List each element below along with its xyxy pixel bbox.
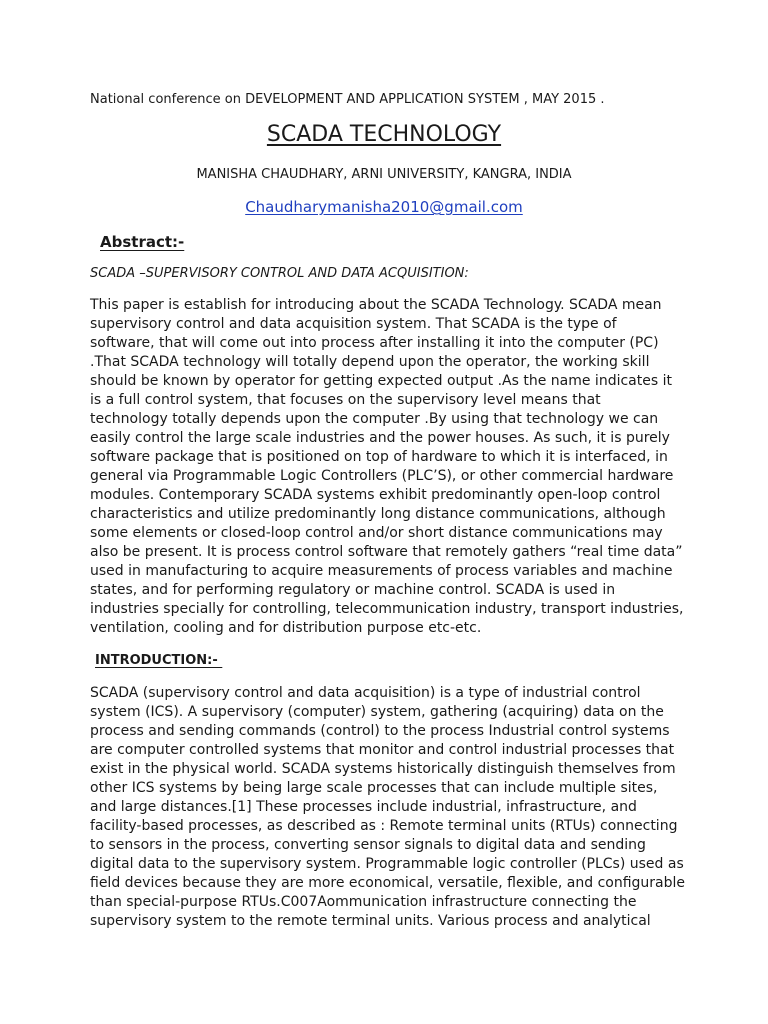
text-line: digital data to the supervisory system. Programmable logic controller (PLCs) used as [90,856,684,872]
text-line: software, that will come out into process after installing it into the computer (PC) [90,335,659,351]
text-line: process and sending commands (control) to the process Industrial control systems [90,723,670,739]
text-line: supervisory system to the remote terminal units. Various process and analytical [90,913,651,929]
text-line: modules. Contemporary SCADA systems exhibit predominantly open-loop control [90,487,661,503]
abstract-paragraph [90,296,690,638]
text-line: characteristics and utilize predominantly long distance communications, although [90,506,666,522]
text-line: is a full control system, that focuses on the supervisory level means that [90,392,601,408]
text-line: supervisory control and data acquisition system. That SCADA is the type of [90,316,617,332]
text-line: technology totally depends upon the computer .By using that technology we can [90,411,659,427]
text-line: other ICS systems by being large scale processes that can include multiple sites, [90,780,658,796]
abstract-subtitle: SCADA –SUPERVISORY CONTROL AND DATA ACQUISITION: [90,266,469,281]
author-email-link[interactable]: Chaudharymanisha2010@gmail.com [245,198,523,216]
text-line: software package that is positioned on top of hardware to which it is interfaced, in [90,449,668,465]
text-line: states, and for performing regulatory or machine control. SCADA is used in [90,582,616,598]
author-line: MANISHA CHAUDHARY, ARNI UNIVERSITY, KANGRA, INDIA [196,167,572,182]
introduction-paragraph [90,684,690,931]
text-line: also be present. It is process control software that remotely gathers “real time data” [90,544,683,560]
text-line: should be known by operator for getting expected output .As the name indicates it [90,373,672,389]
text-line: exist in the physical world. SCADA systems historically distinguish themselves from [90,761,676,777]
text-line: industries specially for controlling, telecommunication industry, transport industries, [90,601,684,617]
text-line: .That SCADA technology will totally depend upon the operator, the working skill [90,354,650,370]
text-line: general via Programmable Logic Controllers (PLC’S), or other commercial hardware [90,468,674,484]
text-line: This paper is establish for introducing about the SCADA Technology. SCADA mean [90,297,662,313]
text-line: are computer controlled systems that monitor and control industrial processes that [90,742,675,758]
introduction-heading: INTRODUCTION:- [95,653,223,668]
text-line: than special-purpose RTUs.C007Aommunication infrastructure connecting the [90,894,637,910]
conference-line: National conference on DEVELOPMENT AND APPLICATION SYSTEM , MAY 2015 . [90,92,605,107]
text-line: used in manufacturing to acquire measurements of process variables and machine [90,563,673,579]
text-line: ventilation, cooling and for distribution purpose etc-etc. [90,620,482,636]
text-line: to sensors in the process, converting sensor signals to digital data and sending [90,837,646,853]
paper-title: SCADA TECHNOLOGY [266,122,502,147]
text-line: system (ICS). A supervisory (computer) system, gathering (acquiring) data on the [90,704,664,720]
text-line: some elements or closed-loop control and/or short distance communications may [90,525,663,541]
text-line: and large distances.[1] These processes include industrial, infrastructure, and [90,799,637,815]
text-line: easily control the large scale industries and the power houses. As such, it is purely [90,430,670,446]
abstract-heading: Abstract:- [100,233,185,251]
text-line: facility-based processes, as described as : Remote terminal units (RTUs) connecting [90,818,678,834]
text-line: SCADA (supervisory control and data acquisition) is a type of industrial control [90,685,641,701]
text-line: field devices because they are more economical, versatile, flexible, and configurable [90,875,686,891]
